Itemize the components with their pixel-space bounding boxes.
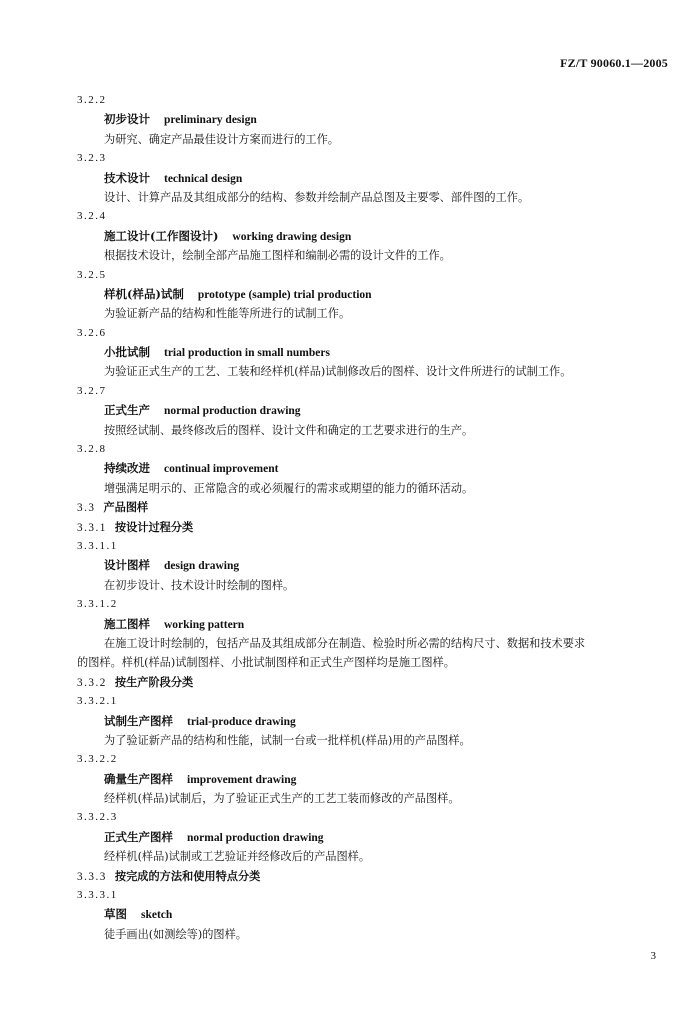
term-en: normal production drawing [164,405,301,418]
term-heading [0,459,696,478]
term-definition: 经样机(样品)试制或工艺验证并经修改后的产品图样。 [104,850,371,864]
term-cn: 正式生产 [104,403,150,418]
clause-number: 3.2.2 [77,94,107,106]
term-en: improvement drawing [187,773,297,786]
term-definition-line-1: 在施工设计时绘制的，包括产品及其组成部分在制造、检验时所必需的结构尺寸、数据和技术要求 [104,636,586,650]
term-definition: 为验证新产品的结构和性能等所进行的试制工作。 [104,307,351,321]
clause-number: 3.2.3 [77,152,107,165]
term-en: trial production in small numbers [164,347,330,360]
term-en: sketch [141,909,173,922]
term-heading [0,169,696,188]
section-title: 按设计过程分类 [114,519,194,534]
term-heading [0,343,696,362]
section-number: 3.3.2 [77,676,107,689]
term-cn: 草图 [104,907,127,922]
page-number: 3 [650,950,656,962]
term-heading [0,712,696,731]
clause-number: 3.2.8 [77,443,107,456]
term-en: working pattern [164,618,245,631]
term-heading [0,828,696,847]
section-heading [0,867,696,886]
clause-number: 3.3.1.2 [77,598,118,611]
term-en: continual improvement [164,463,279,476]
term-en: design drawing [164,560,240,573]
section-number: 3.3.1 [77,521,107,534]
term-cn: 样机(样品)试制 [104,286,184,301]
section-heading [0,518,696,537]
term-en: prototype (sample) trial production [197,288,372,301]
term-en: technical design [164,172,243,185]
section-number: 3.3.3 [77,870,107,883]
term-cn: 正式生产图样 [104,829,173,844]
section-heading [0,673,696,692]
term-cn: 确量生产图样 [104,771,173,786]
term-heading [0,110,696,129]
term-cn: 试制生产图样 [104,713,173,728]
clause-number: 3.3.2.3 [77,811,118,824]
term-heading [0,227,696,246]
term-definition-line-2: 的图样。样机(样品)试制图样、小批试制图样和正式生产图样均是施工图样。 [77,656,455,670]
standard-number: FZ/T 90060.1—2005 [560,56,668,70]
document-body [0,91,696,944]
term-heading [0,770,696,789]
term-definition: 设计、计算产品及其组成部分的结构、参数并绘制产品总图及主要零、部件图的工作。 [104,190,530,204]
term-cn: 持续改进 [104,461,150,476]
clause-number: 3.3.2.2 [77,753,118,766]
section-title: 按完成的方法和使用特点分类 [114,868,261,883]
term-heading [0,905,696,924]
term-definition: 按照经试制、最终修改后的图样、设计文件和确定的工艺要求进行的生产。 [104,423,474,437]
clause-number: 3.2.6 [77,326,107,339]
term-heading [0,615,696,634]
clause-number: 3.3.2.1 [77,695,118,708]
clause-number: 3.2.5 [77,268,107,281]
section-title: 产品图样 [103,500,149,515]
term-heading [0,285,696,304]
term-definition: 为了验证新产品的结构和性能，试制一台或一批样机(样品)用的产品图样。 [104,733,471,747]
clause-number: 3.2.4 [77,210,107,223]
term-cn: 设计图样 [104,558,150,573]
term-definition: 增强满足明示的、正常隐含的或必须履行的需求或期望的能力的循环活动。 [104,481,474,495]
term-cn: 小批试制 [104,345,150,360]
term-definition: 经样机(样品)试制后，为了验证正式生产的工艺工装而修改的产品图样。 [104,792,460,806]
clause-number: 3.3.1.1 [77,539,118,552]
term-definition: 为研究、确定产品最佳设计方案而进行的工作。 [104,132,339,146]
term-en: working drawing design [232,230,352,243]
term-en: trial-produce drawing [187,715,296,728]
section-heading [0,498,696,517]
term-definition: 根据技术设计，绘制全部产品施工图样和编制必需的设计文件的工作。 [104,249,451,263]
clause-number: 3.2.7 [77,384,107,397]
term-definition: 为验证正式生产的工艺、工装和经样机(样品)试制修改后的图样、设计文件所进行的试制工作。 [104,365,572,379]
term-heading [0,401,696,420]
term-definition: 在初步设计、技术设计时绘制的图样。 [104,578,295,592]
term-cn: 施工设计(工作图设计) [104,228,219,243]
term-definition: 徒手画出(如测绘等)的图样。 [104,927,247,941]
term-cn: 施工图样 [104,616,150,631]
term-heading [0,556,696,575]
clause-number: 3.3.3.1 [77,889,118,902]
section-number: 3.3 [77,502,96,515]
term-en: preliminary design [164,114,257,127]
term-cn: 初步设计 [104,112,150,127]
term-en: normal production drawing [187,831,324,844]
section-title: 按生产阶段分类 [114,674,194,689]
term-cn: 技术设计 [104,170,150,185]
